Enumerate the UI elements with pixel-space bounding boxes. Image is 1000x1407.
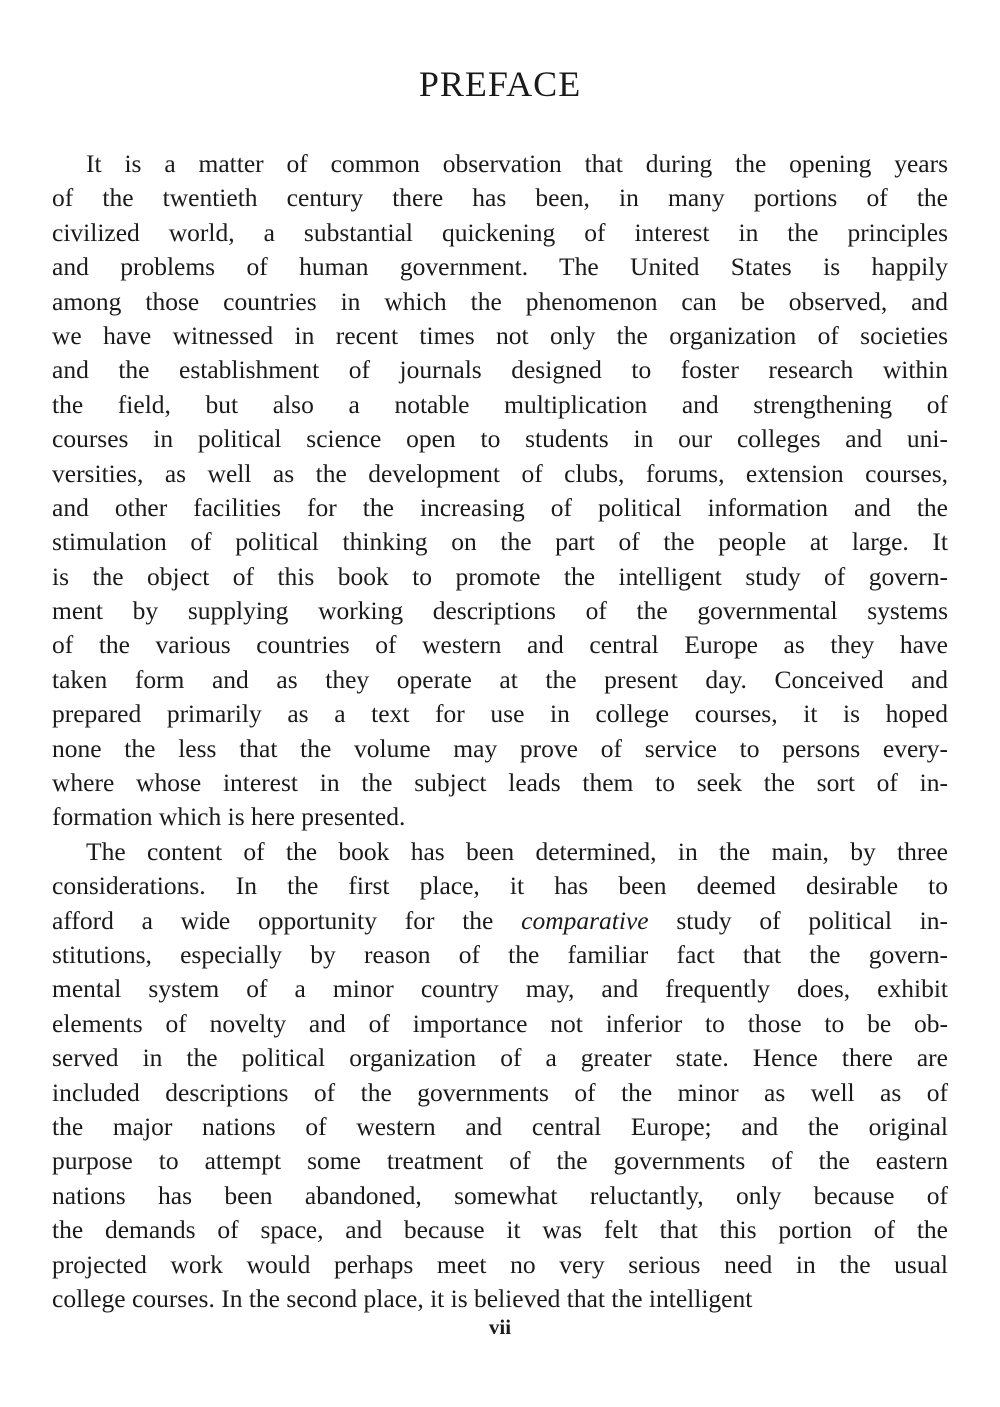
text-line: stitutions, especially by reason of the familiar fact that the govern-	[52, 939, 948, 969]
text-line: none the less that the volume may prove of service to persons every-	[52, 733, 948, 763]
text-line: the field, but also a notable multiplication and strengthening of	[52, 389, 948, 419]
text-line: prepared primarily as a text for use in college courses, it is hoped	[52, 699, 948, 729]
text-line: civilized world, a substantial quickening of interest in the principles	[52, 217, 948, 247]
text-line: college courses. In the second place, it is believed that the intelligent	[52, 1283, 753, 1313]
text-line: included descriptions of the governments of the minor as well as of	[52, 1077, 948, 1107]
text-line: elements of novelty and of importance not inferior to those to be ob-	[52, 1008, 948, 1038]
text-line: and the establishment of journals designed to foster research within	[52, 355, 948, 385]
text-line: and other facilities for the increasing of political information and the	[52, 492, 948, 522]
text-line: nations has been abandoned, somewhat reluctantly, only because of	[52, 1180, 948, 1210]
text-line: ment by supplying working descriptions of the governmental systems	[52, 596, 948, 626]
text-line: purpose to attempt some treatment of the governments of the eastern	[52, 1146, 948, 1176]
text-line: the demands of space, and because it was felt that this portion of the	[52, 1215, 948, 1245]
text-line: It is a matter of common observation that during the opening years	[86, 149, 948, 178]
text-line: versities, as well as the development of clubs, forums, extension courses,	[52, 458, 948, 488]
text-line: projected work would perhaps meet no very serious need in the usual	[52, 1249, 948, 1279]
text-line: the major nations of western and central Europe; and the original	[52, 1111, 948, 1141]
text-line: among those countries in which the phenomenon can be observed, and	[52, 286, 948, 316]
text-line: served in the political organization of a greater state. Hence there are	[52, 1043, 948, 1073]
text-line: of the twentieth century there has been, in many portions of the	[52, 183, 948, 213]
text-line: considerations. In the first place, it has been deemed desirable to	[52, 871, 948, 901]
text-line: and problems of human government. The United States is happily	[52, 252, 948, 282]
text-line: mental system of a minor country may, and frequently does, exhibit	[52, 974, 948, 1004]
text-line: stimulation of political thinking on the part of the people at large. It	[52, 527, 948, 557]
page-number: vii	[488, 1315, 512, 1339]
text-line: courses in political science open to students in our colleges and uni-	[52, 424, 948, 454]
text-line	[52, 904, 948, 938]
page-title: PREFACE	[418, 64, 582, 104]
text-line: we have witnessed in recent times not only the organization of societies	[52, 320, 948, 350]
emphasized-term: comparative	[521, 905, 649, 935]
preface-body	[52, 147, 948, 1316]
text-run: afford a wide opportunity for the	[52, 905, 522, 935]
paragraph-2	[52, 835, 948, 1316]
text-run: study of political in-	[648, 905, 948, 935]
text-line: taken form and as they operate at the present day. Conceived and	[52, 664, 948, 694]
paragraph-1	[52, 147, 948, 835]
text-line: where whose interest in the subject leads them to seek the sort of in-	[52, 768, 948, 798]
text-line: formation which is here presented.	[52, 802, 406, 832]
text-line: of the various countries of western and central Europe as they have	[52, 630, 948, 660]
text-line: The content of the book has been determined, in the main, by three	[86, 836, 948, 866]
text-line: is the object of this book to promote the intelligent study of govern-	[52, 561, 948, 591]
